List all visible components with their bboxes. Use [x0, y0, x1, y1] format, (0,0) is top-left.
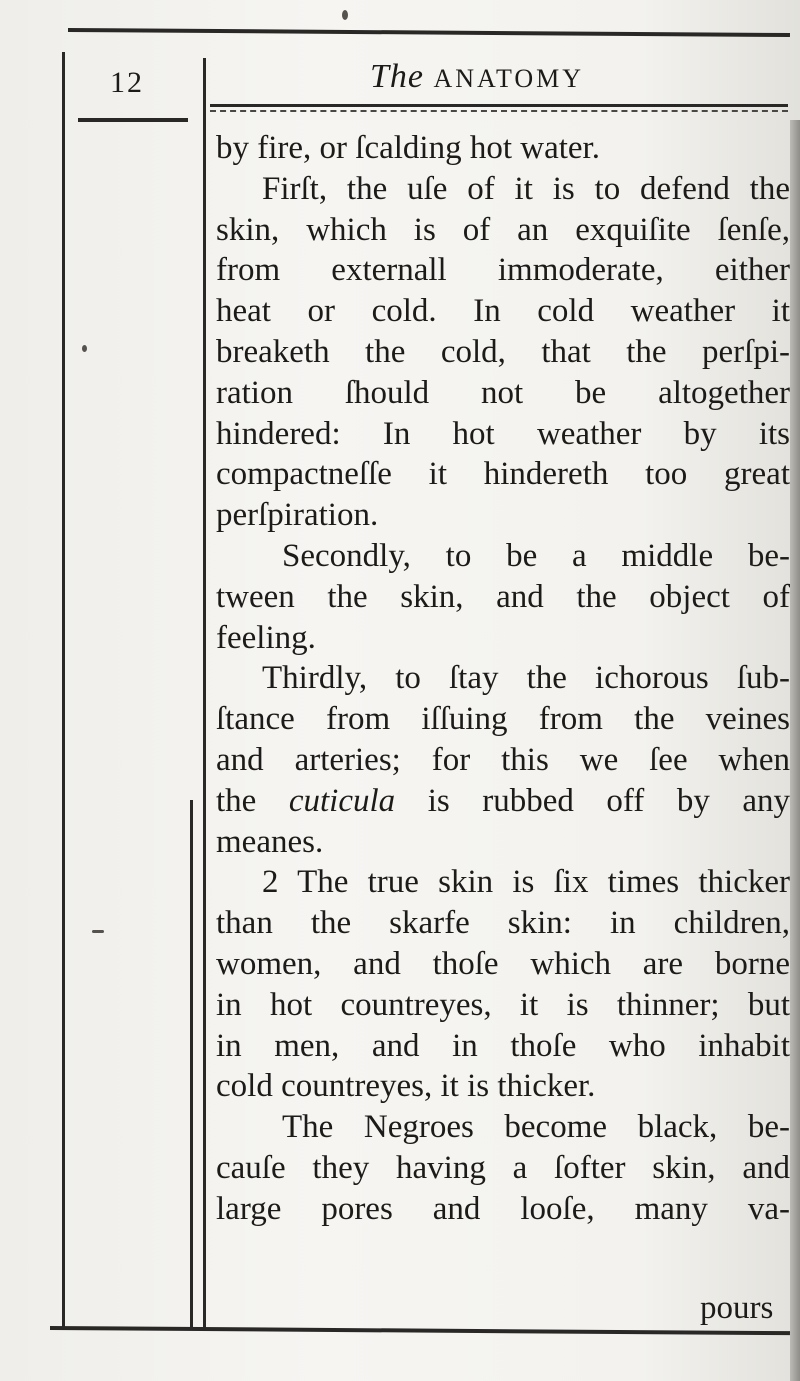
text-line: feeling.	[216, 619, 316, 656]
text-line: cold countreyes, it is thicker.	[216, 1068, 596, 1105]
header-rule-dashed	[210, 110, 788, 112]
text-line: Secondly, to be a middle be-	[282, 537, 790, 574]
text-line: skin, which is of an exquiſite ſenſe,	[216, 211, 790, 248]
text-line: large pores and looſe, many va-	[216, 1190, 790, 1227]
text-line: The Negroes become black, be-	[282, 1109, 790, 1146]
text-line: ſtance from iſſuing from the veines	[216, 701, 790, 738]
text-line: ration ſhould not be altogether	[216, 374, 790, 411]
text-line: cauſe they having a ſofter skin, and	[216, 1149, 790, 1186]
top-border-rule	[68, 28, 790, 37]
inner-margin-rule	[203, 58, 206, 1328]
page-gutter-shadow	[790, 120, 800, 1381]
bottom-border-rule	[50, 1326, 790, 1335]
text-line: perſpiration.	[216, 497, 379, 534]
text-line: Thirdly, to ſtay the ichorous ſub-	[262, 660, 790, 697]
text-line: 2 The true skin is ſix times thicker	[262, 864, 790, 901]
text-line: tween the skin, and the object of	[216, 578, 790, 615]
text-fragment: the	[216, 782, 257, 819]
header-rule	[210, 104, 788, 107]
text-line: in men, and in thoſe who inhabit	[216, 1027, 790, 1064]
ink-speck	[82, 345, 87, 352]
text-fragment: is rubbed off by any	[427, 782, 790, 819]
ink-speck	[342, 10, 348, 20]
text-line: hindered: In hot weather by its	[216, 415, 790, 452]
running-head-the: The	[370, 58, 424, 95]
text-line: meanes.	[216, 823, 324, 860]
text-line: by fire, or ſcalding hot water.	[216, 130, 600, 166]
outer-margin-rule	[62, 52, 65, 1330]
text-line: women, and thoſe which are borne	[216, 945, 790, 982]
running-head	[370, 58, 584, 96]
text-line: from externall immoderate, either	[216, 252, 790, 289]
text-line: heat or cold. In cold weather it	[216, 293, 790, 330]
page-number: 12	[110, 66, 144, 99]
text-line: compactneſſe it hindereth too great	[216, 456, 790, 493]
catchword: pours	[700, 1290, 774, 1326]
running-head-anatomy: ANATOMY	[433, 64, 585, 93]
italic-term: cuticula	[288, 782, 396, 819]
text-line-with-italic	[216, 781, 790, 822]
text-line: in hot countreyes, it is thinner; but	[216, 986, 790, 1023]
text-line: Firſt, the uſe of it is to defend the	[262, 170, 790, 207]
text-line: and arteries; for this we ſee when	[216, 741, 790, 778]
ink-speck	[92, 930, 104, 933]
page-number-underline	[78, 118, 188, 122]
text-line: than the skarfe skin: in children,	[216, 905, 790, 942]
inner-margin-rule-lower	[190, 800, 193, 1328]
body-text	[216, 128, 790, 1230]
text-line: breaketh the cold, that the perſpi-	[216, 333, 790, 370]
